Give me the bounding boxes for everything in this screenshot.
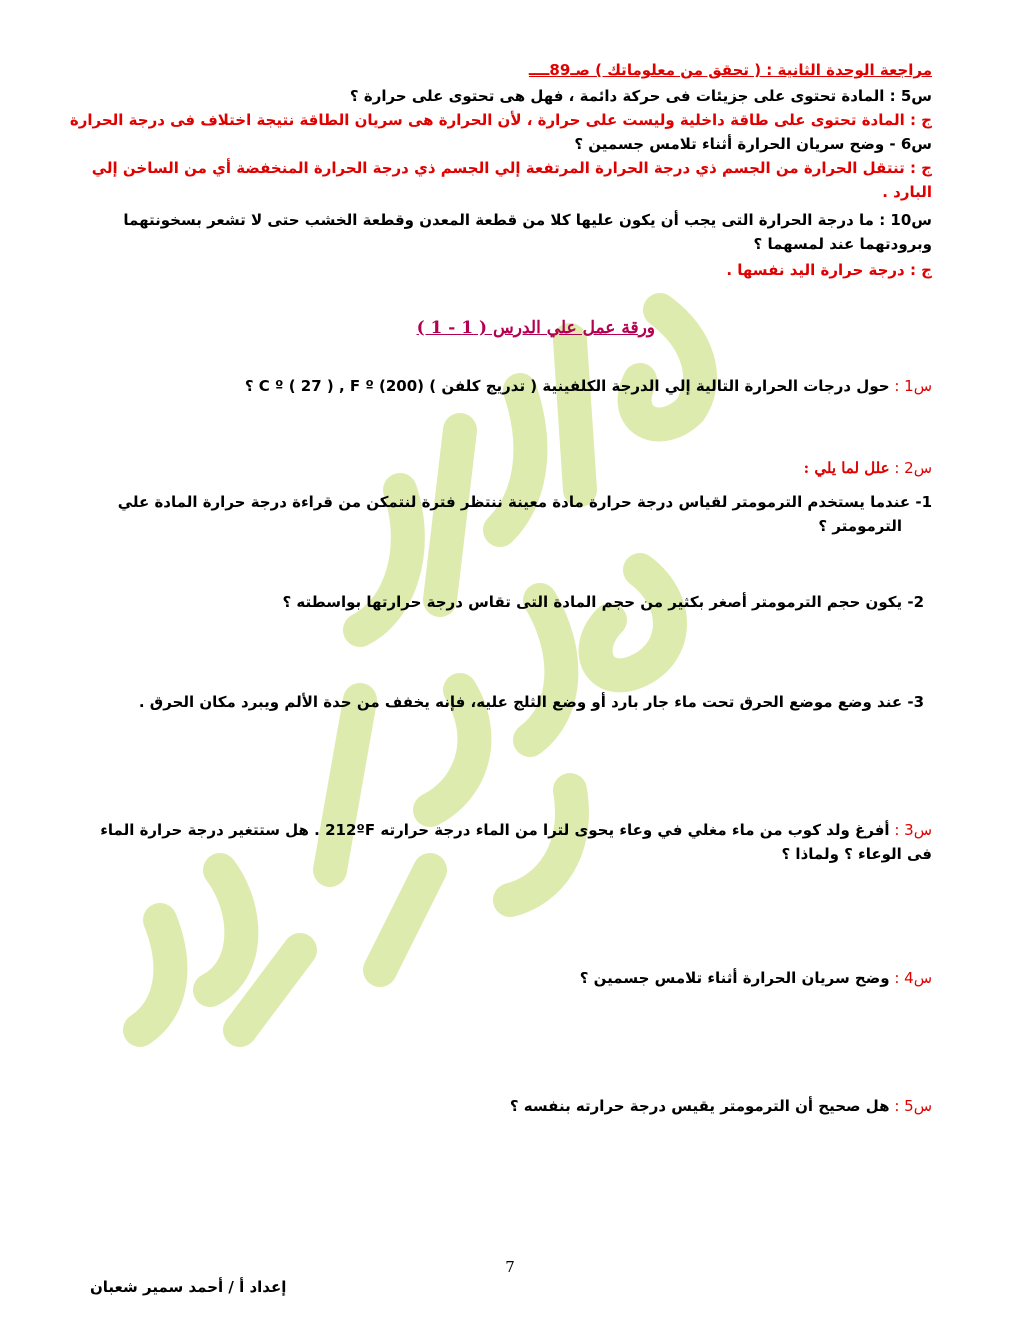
question-text: ما درجة الحرارة التى يجب أن يكون عليها كلا من قطعة المعدن وقطعة الخشب حتى لا تشعر بسخونتهما <box>123 211 874 229</box>
worksheet-q3-cont <box>87 842 932 866</box>
worksheet-q1 <box>87 374 932 398</box>
review-line-3 <box>87 132 932 156</box>
q2-item-3 <box>79 690 924 714</box>
item-text: يكون حجم الترمومتر أصغر بكثير من حجم المادة التى تقاس درجة حرارتها بواسطته ؟ <box>282 593 903 611</box>
review-line-2 <box>69 108 932 132</box>
worksheet-title: ورقة عمل علي الدرس ( 1 - 1 ) <box>416 318 655 338</box>
answer-label: ج : <box>904 261 932 279</box>
item-text: عند وضع موضع الحرق تحت ماء جار بارد أو وضع الثلج عليه، فإنه يخفف من حدة الألم ويبرد مكان الحرق . <box>138 693 903 711</box>
question-text: هل صحيح أن الترمومتر يقيس درجة حرارته بنفسه ؟ <box>509 1097 890 1115</box>
answer-label: ج : <box>904 159 932 177</box>
item-number: 1- <box>910 493 932 511</box>
question-text: فى الوعاء ؟ ولماذا ؟ <box>781 845 932 863</box>
question-text: حول درجات الحرارة التالية إلي الدرجة الكلفينية ( تدريج كلفن ) C º ( 27 ) , F º (200) ؟ <box>244 377 890 395</box>
item-text: الترمومتر ؟ <box>818 517 902 535</box>
answer-text: المادة تحتوى على طاقة داخلية وليست على حرارة ، لأن الحرارة هى سريان الطاقة نتيجة اختلاف فى درجة الحرارة <box>69 111 905 129</box>
review-line-5 <box>87 180 932 204</box>
question-text: أفرغ ولد كوب من ماء مغلي في وعاء يحوى لترا من الماء درجة حرارته 212ºF . هل ستتغير درجة حرارة الماء <box>100 821 890 839</box>
item-text: عندما يستخدم الترمومتر لقياس درجة حرارة مادة معينة ننتظر فترة لنتمكن من قراءة درجة حرارة المادة علي <box>117 493 911 511</box>
question-label: س4 : <box>889 969 932 987</box>
review-line-1 <box>87 84 932 108</box>
item-number: 3- <box>902 693 924 711</box>
question-text: وضح سريان الحرارة أثناء تلامس جسمين ؟ <box>579 969 890 987</box>
q2-item-2 <box>79 590 924 614</box>
author-credit: إعداد أ / أحمد سمير شعبان <box>90 1278 287 1296</box>
page-number: 7 <box>505 1258 515 1276</box>
answer-text: تنتقل الحرارة من الجسم ذي درجة الحرارة المرتفعة إلي الجسم ذي درجة الحرارة المنخفضة أي من الساخن إلي <box>91 159 905 177</box>
review-line-8 <box>87 258 932 282</box>
q2-item-1-cont <box>57 514 902 538</box>
q2-item-1 <box>87 490 932 514</box>
answer-label: ج : <box>904 111 932 129</box>
worksheet-q5 <box>87 1094 932 1118</box>
question-text: وبرودتهما عند لمسهما ؟ <box>753 235 932 253</box>
question-text: علل لما يلي : <box>803 459 890 477</box>
question-label: س3 : <box>889 821 932 839</box>
question-label: س2 : <box>889 459 932 477</box>
answer-text: البارد . <box>882 183 932 201</box>
item-number: 2- <box>902 593 924 611</box>
question-label: س5 : <box>889 1097 932 1115</box>
worksheet-q3 <box>87 818 932 842</box>
question-text: المادة تحتوى على جزيئات فى حركة دائمة ، فهل هى تحتوى على حرارة ؟ <box>349 87 885 105</box>
review-line-6 <box>87 208 932 232</box>
question-label: س5 : <box>884 87 932 105</box>
question-label: س6 - <box>884 135 932 153</box>
worksheet-q2 <box>87 456 932 480</box>
review-line-4 <box>87 156 932 180</box>
question-label: س10 : <box>873 211 932 229</box>
review-heading: مراجعة الوحدة الثانية : ( تحقق من معلوماتك ) صـ89ــــ <box>528 61 932 79</box>
question-text: وضح سريان الحرارة أثناء تلامس جسمين ؟ <box>574 135 885 153</box>
answer-text: درجة حرارة اليد نفسها . <box>726 261 905 279</box>
review-line-7 <box>87 232 932 256</box>
question-label: س1 : <box>889 377 932 395</box>
worksheet-q4 <box>87 966 932 990</box>
